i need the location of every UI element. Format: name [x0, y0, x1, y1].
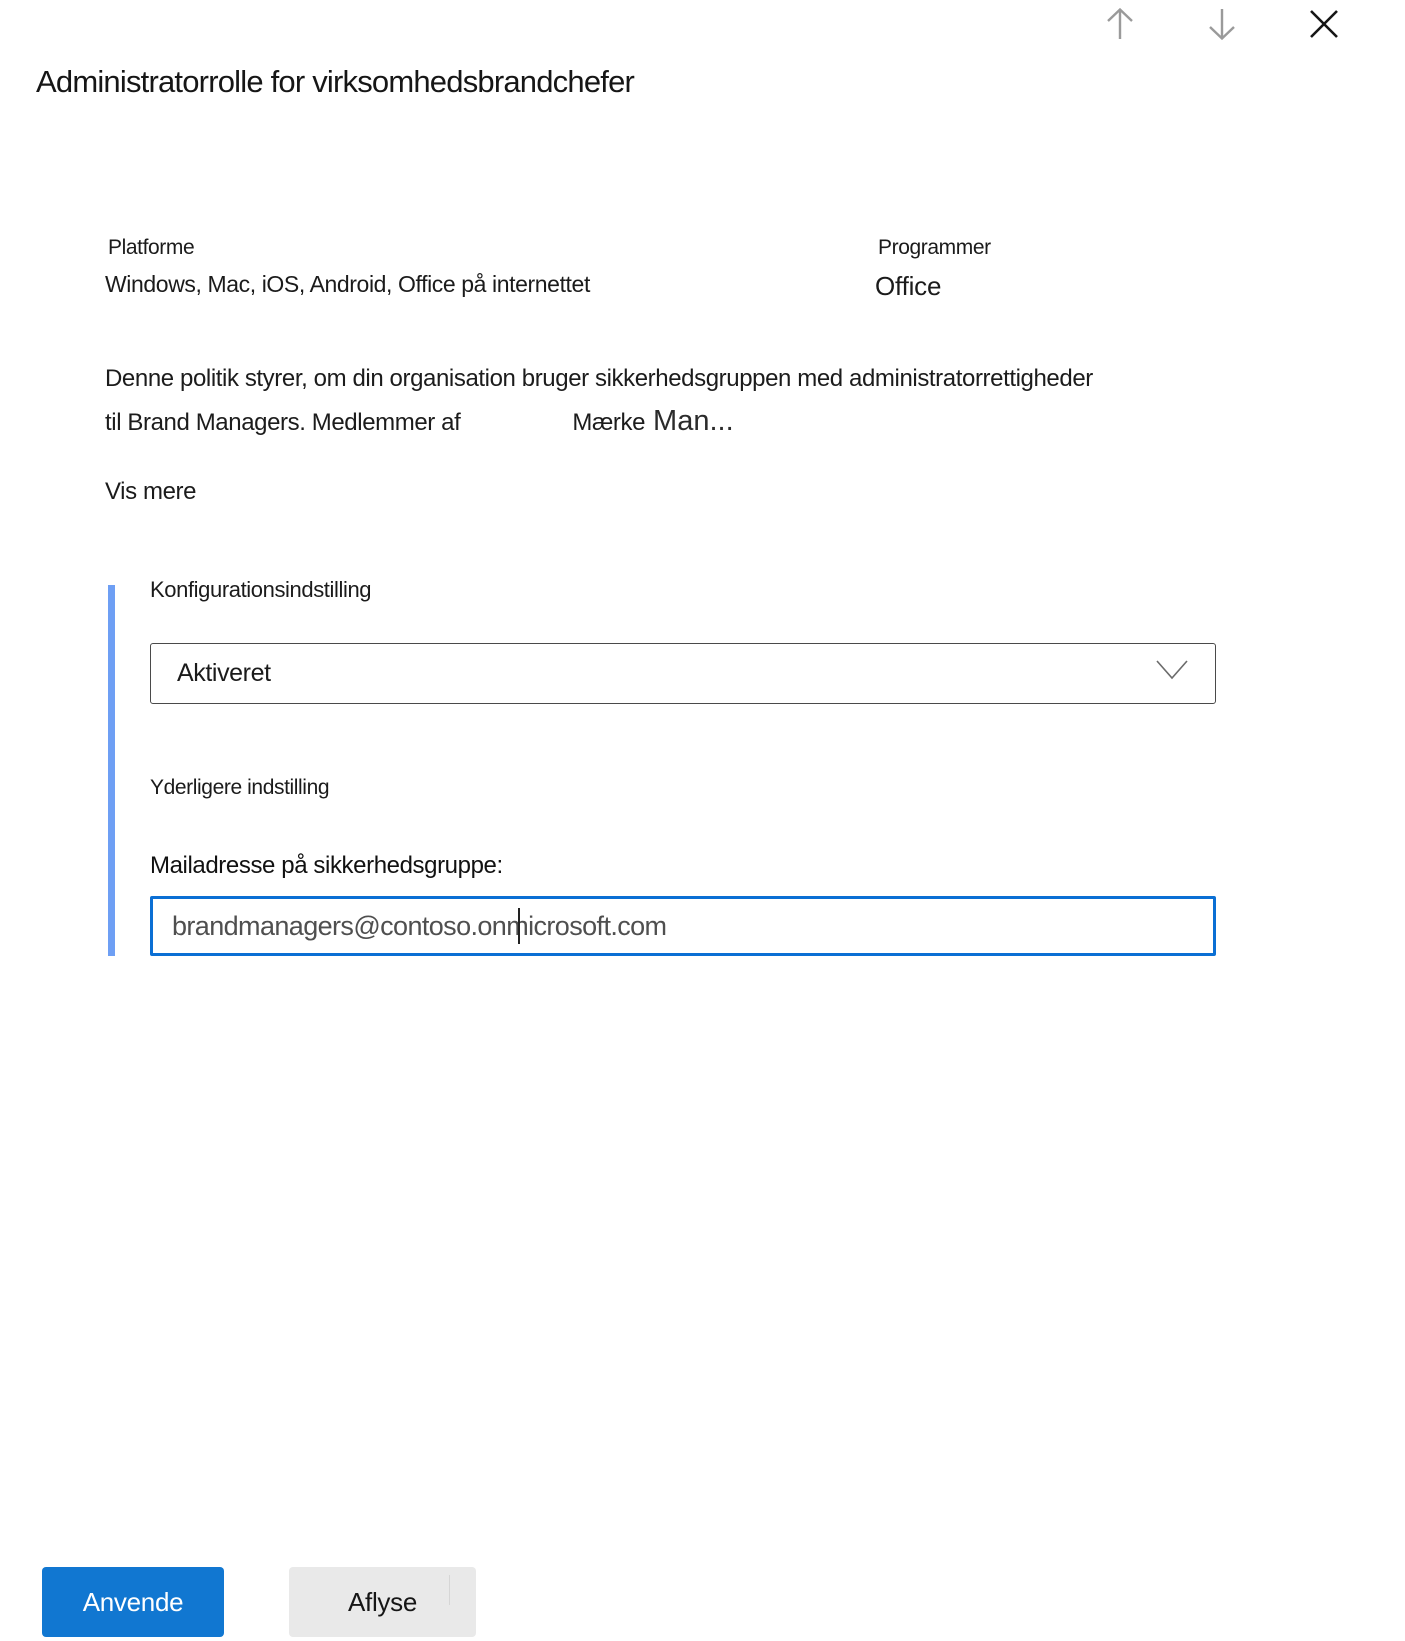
applications-value: Office — [875, 271, 942, 301]
description-line2 — [105, 400, 1285, 444]
cancel-button[interactable] — [289, 1567, 476, 1637]
chevron-down-icon — [1155, 659, 1189, 688]
close-icon — [1307, 7, 1341, 44]
applications-label: Programmer — [878, 236, 991, 259]
security-group-email-input[interactable] — [150, 896, 1216, 956]
platforms-column — [105, 236, 875, 302]
move-up-button[interactable] — [1101, 6, 1139, 44]
configuration-setting-dropdown[interactable] — [150, 643, 1216, 704]
cancel-button-label: Aflyse — [347, 1586, 417, 1617]
dropdown-selected-value: Aktiveret — [177, 659, 271, 687]
additional-setting-label: Yderligere indstilling — [150, 776, 330, 799]
description-truncated-text: Man... — [653, 405, 734, 437]
policy-meta — [105, 236, 1345, 302]
description-brand-word: Mærke — [572, 409, 646, 436]
description-line1: Denne politik styrer, om din organisation bruger sikkerhedsgruppen med administratorrettigheder — [105, 365, 1093, 392]
button-divider — [449, 1575, 450, 1605]
configuration-setting-label: Konfigurationsindstilling — [150, 577, 372, 602]
window-controls — [1101, 6, 1343, 44]
move-down-button[interactable] — [1203, 6, 1241, 44]
platforms-value: Windows, Mac, iOS, Android, Office på internettet — [105, 271, 590, 297]
show-more-link[interactable]: Vis mere — [105, 478, 197, 505]
policy-description — [105, 358, 1285, 444]
description-line2-lead: til Brand Managers. Medlemmer af — [105, 409, 461, 436]
applications-column — [875, 236, 991, 302]
arrow-down-icon — [1204, 6, 1240, 45]
security-group-email-wrap — [150, 896, 1216, 956]
arrow-up-icon — [1102, 6, 1138, 45]
platforms-label: Platforme — [108, 236, 195, 259]
apply-button[interactable]: Anvende — [42, 1567, 224, 1637]
text-caret — [518, 908, 520, 944]
page-title: Administratorrolle for virksomhedsbrandchefer — [36, 64, 635, 99]
close-button[interactable] — [1305, 6, 1343, 44]
configuration-section — [108, 577, 1216, 956]
security-group-email-label: Mailadresse på sikkerhedsgruppe: — [150, 852, 503, 879]
